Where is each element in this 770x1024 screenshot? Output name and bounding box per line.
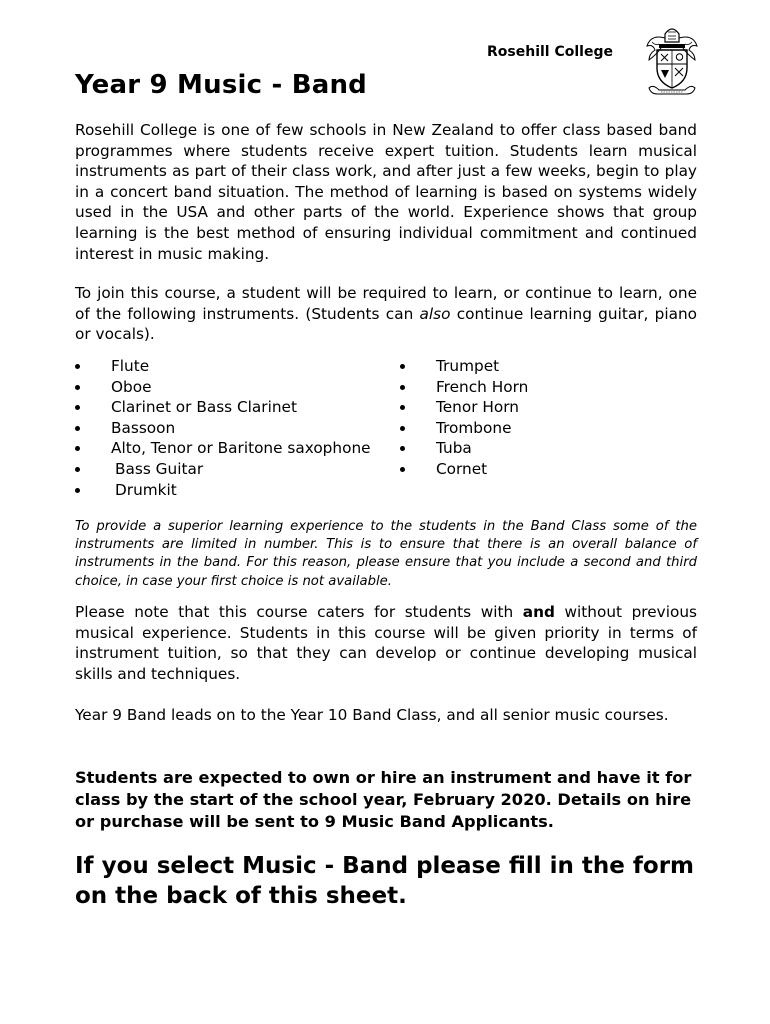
instrument-name: Bass Guitar	[115, 459, 204, 478]
list-item	[75, 377, 395, 398]
list-item	[400, 356, 697, 377]
instrument-name: Bassoon	[111, 418, 176, 437]
experience-paragraph	[75, 602, 697, 684]
list-item	[75, 397, 395, 418]
instrument-name: Tenor Horn	[436, 398, 519, 417]
join-text-end: continue learning guitar, piano or vocals).	[75, 304, 697, 344]
instrument-name: Flute	[111, 357, 150, 375]
intro-paragraph: Rosehill College is one of few schools in New Zealand to offer class based band programmes where students receive expert tuition. Students learn musical instruments as part of their class work, and after just a few weeks, begin to play in a concert band situation. The method of learning is based on systems widely used in the USA and other parts of the world. Experience shows that group learning is the best method of ensuring individual commitment and continued interest in music making.	[75, 121, 697, 263]
instrument-name: Drumkit	[115, 480, 177, 499]
instrument-name: Cornet	[436, 459, 488, 478]
form-instruction: If you select Music - Band please fill in the form on the back of this sheet.	[75, 853, 695, 909]
instrument-name: Oboe	[111, 377, 152, 396]
instrument-list-left	[75, 356, 395, 500]
instrument-name: French Horn	[436, 377, 529, 396]
list-item	[400, 438, 697, 459]
instrument-name: Trumpet	[436, 357, 500, 375]
list-item	[400, 418, 697, 439]
experience-text-bold: and	[522, 603, 555, 621]
experience-text-start: Please note that this course caters for students with	[75, 603, 523, 621]
pathway-paragraph: Year 9 Band leads on to the Year 10 Band Class, and all senior music courses.	[75, 706, 669, 724]
list-item	[400, 377, 697, 398]
list-item	[400, 459, 697, 480]
page-title: Year 9 Music - Band	[75, 70, 367, 100]
document-page	[75, 0, 697, 1024]
experience-text-end: without previous musical experience. Students in this course will be given priority in terms of instrument tuition, so that they can develop or continue developing musical skills and techniques.	[75, 603, 697, 683]
college-crest-logo	[643, 24, 701, 98]
list-item	[400, 397, 697, 418]
list-item	[75, 418, 395, 439]
join-text-italic: also	[419, 304, 451, 323]
instrument-requirement-paragraph: Students are expected to own or hire an instrument and have it for class by the start of the school year, February 2020. Details on hire or purchase will be sent to 9 Music Band Applicants.	[75, 768, 692, 832]
college-name: Rosehill College	[487, 44, 613, 60]
join-text-start: To join this course, a student will be required to learn, or continue to learn, one of the following instruments. (Students can	[75, 284, 697, 323]
instrument-name: Trombone	[436, 418, 512, 437]
list-item	[75, 459, 395, 480]
instrument-name: Clarinet or Bass Clarinet	[111, 398, 297, 417]
instrument-list-right	[400, 356, 697, 480]
list-item	[75, 356, 395, 377]
list-item	[75, 438, 395, 459]
limited-instruments-note: To provide a superior learning experience to the students in the Band Class some of the instruments are limited in number. This is to ensure that there is an overall balance of instruments in the band. For this reason, please ensure that you include a second and third choice, in case your first choice is not available.	[75, 519, 697, 589]
list-item	[75, 480, 395, 501]
instrument-name: Alto, Tenor or Baritone saxophone	[111, 439, 371, 458]
join-paragraph	[75, 283, 697, 345]
instrument-name: Tuba	[436, 439, 472, 458]
